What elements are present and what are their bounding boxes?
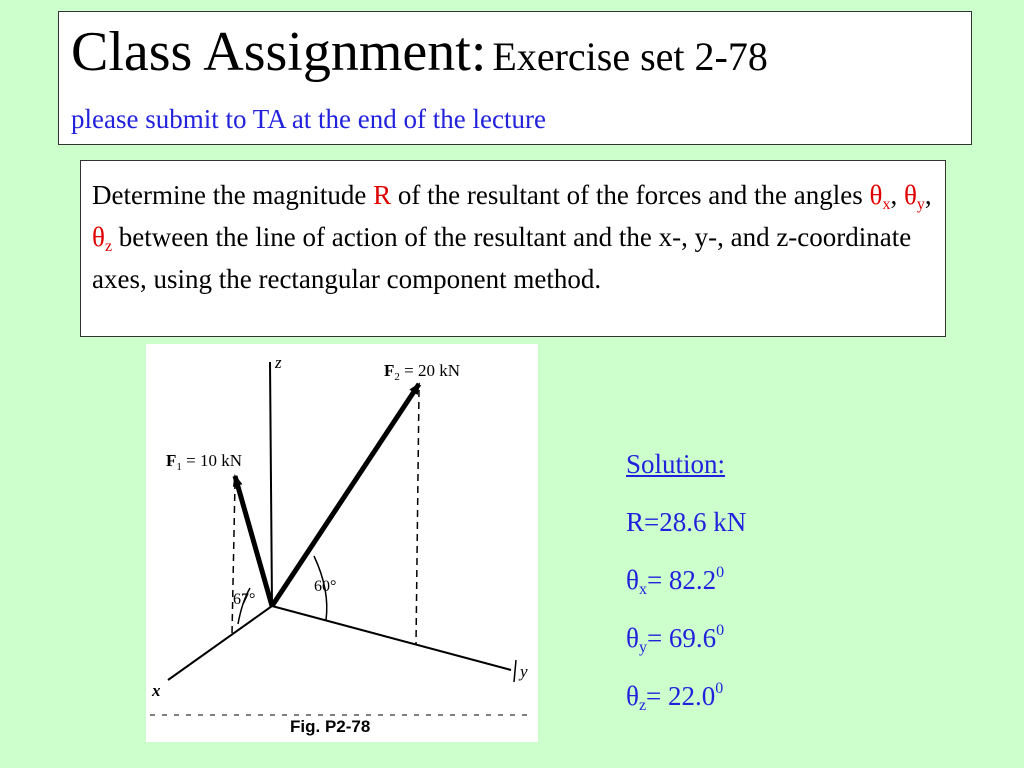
title-line <box>71 21 768 83</box>
theta-x-value <box>626 562 746 620</box>
resultant-value: R=28.6 kN <box>626 507 747 537</box>
angle-67-label <box>233 591 255 608</box>
y-axis-tick <box>514 660 516 682</box>
f2-value: = 20 kN <box>399 361 461 380</box>
z-axis-line <box>270 362 272 606</box>
problem-statement <box>80 160 946 337</box>
resultant-symbol: R <box>373 180 392 210</box>
title-box <box>58 11 972 145</box>
angle-67-text: 67° <box>233 591 256 608</box>
comma-separator: , <box>924 180 932 210</box>
angle-60-label <box>314 578 336 595</box>
theta-z-subscript: z <box>104 238 113 255</box>
solution-panel <box>626 446 746 736</box>
f1-projection-line <box>232 482 235 634</box>
f2-letter: F <box>384 361 395 380</box>
f1-subscript: 1 <box>176 461 182 473</box>
f2-subscript: 2 <box>394 371 400 383</box>
theta-z-value <box>626 678 746 736</box>
angle-60-text: 60° <box>314 578 337 595</box>
theta-y-subscript: y <box>638 639 647 656</box>
z-axis-label <box>274 353 282 372</box>
x-axis-label <box>151 681 161 700</box>
f1-label <box>166 451 242 473</box>
problem-text-1: Determine the magnitude <box>92 180 374 210</box>
solution-heading: Solution: <box>626 449 726 479</box>
force-diagram <box>146 344 538 742</box>
theta-y-symbol <box>903 180 925 213</box>
title-exercise: Exercise set 2-78 <box>492 34 768 79</box>
force-diagram-figure <box>146 344 538 742</box>
y-axis-label-text: y <box>520 662 528 681</box>
degree-superscript: 0 <box>715 680 724 697</box>
figure-caption <box>290 717 370 736</box>
force-f2-arrow <box>272 384 419 606</box>
theta-x-subscript: x <box>882 196 891 213</box>
theta-glyph: θ <box>903 180 917 210</box>
theta-glyph: θ <box>626 623 639 653</box>
y-axis-label <box>518 662 528 681</box>
f2-label <box>384 361 460 383</box>
z-axis-label-text: z <box>275 353 282 372</box>
theta-glyph: θ <box>626 565 639 595</box>
degree-superscript: 0 <box>716 564 725 581</box>
degree-superscript: 0 <box>716 622 725 639</box>
theta-z-subscript: z <box>638 697 647 714</box>
theta-x-symbol <box>869 180 891 213</box>
force-f1-arrow <box>235 476 272 606</box>
f2-projection-line <box>416 390 419 644</box>
theta-x-subscript: x <box>638 581 647 598</box>
x-axis-label-text: x <box>152 681 161 700</box>
theta-glyph: θ <box>626 681 639 711</box>
theta-y-value <box>626 620 746 678</box>
theta-z-number: = 22.0 <box>646 681 716 711</box>
problem-text-2: of the resultant of the forces and the angles <box>391 180 870 210</box>
subtitle: please submit to TA at the end of the lecture <box>71 104 546 134</box>
problem-text-3: between the line of action of the resultant and the x-, y-, and z-coordinate axes, using the rectangular component method. <box>92 222 912 294</box>
comma-separator: , <box>890 180 904 210</box>
theta-y-number: = 69.6 <box>646 623 717 653</box>
theta-x-number: = 82.2 <box>646 565 717 595</box>
theta-z-symbol <box>92 222 113 255</box>
theta-glyph: θ <box>92 222 105 252</box>
theta-y-subscript: y <box>916 196 925 213</box>
theta-glyph: θ <box>869 180 883 210</box>
figure-caption-text: Fig. P2-78 <box>290 717 371 736</box>
x-axis-line <box>168 606 272 680</box>
f1-letter: F <box>166 451 177 470</box>
title-main: Class Assignment: <box>71 21 487 83</box>
y-axis-line <box>272 606 511 670</box>
f1-value: = 10 kN <box>181 451 243 470</box>
